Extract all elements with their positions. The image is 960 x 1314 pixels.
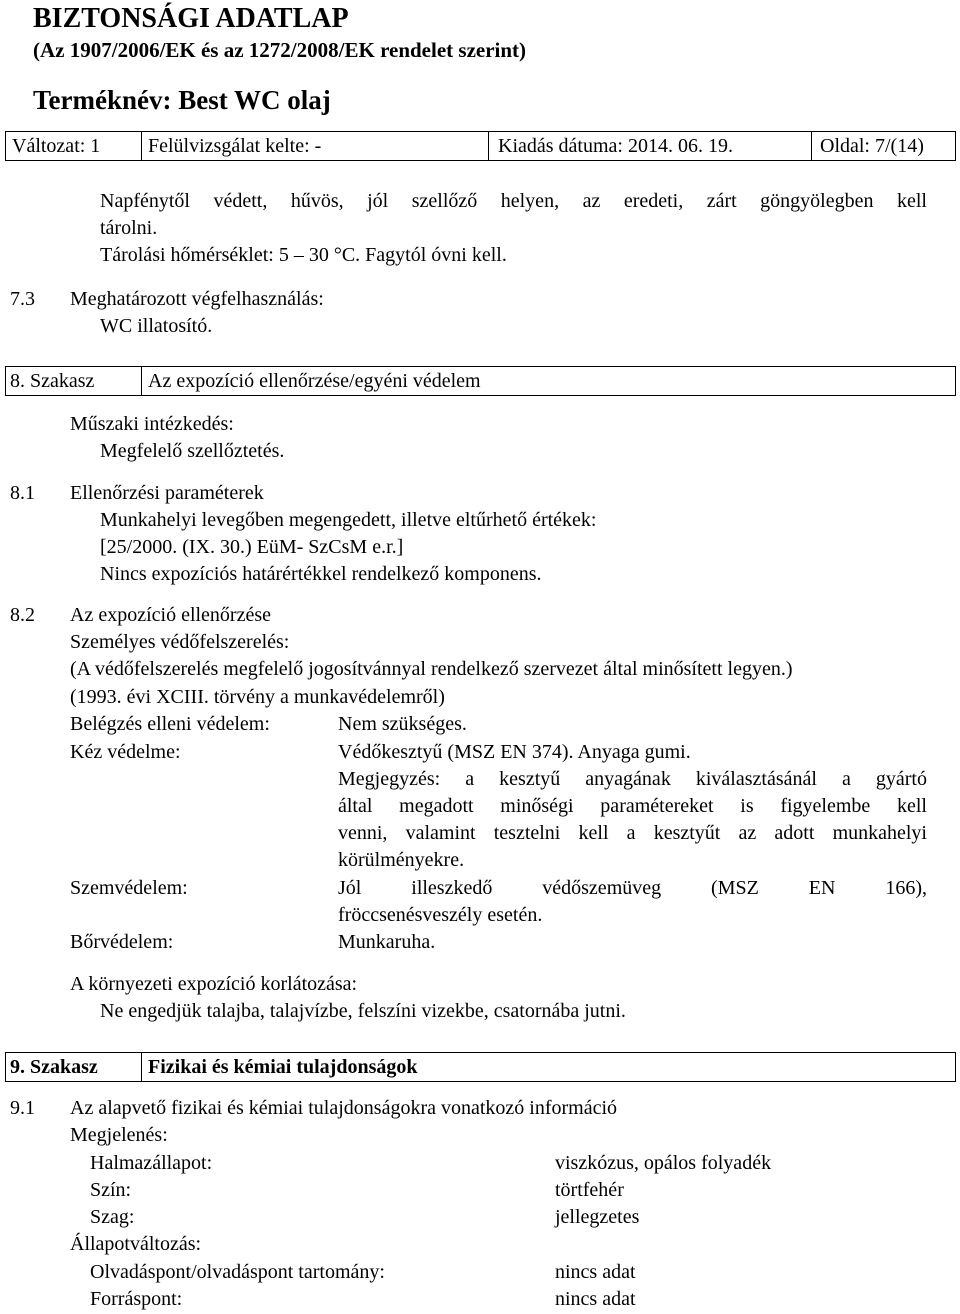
eye-protection-label: Szemvédelem: [70, 877, 188, 899]
info-bar-divider [811, 131, 812, 161]
subsection-9-1-title: Az alapvető fizikai és kémiai tulajdonságokra vonatkozó információ [70, 1097, 618, 1119]
hand-protection-note-line2: által megadott minőségi paramétereket is figyelembe kell [338, 795, 927, 817]
subsection-8-2-number: 8.2 [10, 604, 35, 626]
property-label-physical-state: Halmazállapot: [90, 1152, 213, 1174]
ppe-note-line2: (1993. évi XCIII. törvény a munkavédelemről) [70, 686, 445, 708]
property-value-physical-state: viszkózus, opálos folyadék [555, 1152, 772, 1174]
section-8-number: 8. Szakasz [10, 370, 95, 392]
hand-protection-value: Védőkesztyű (MSZ EN 374). Anyaga gumi. [338, 741, 691, 763]
property-label-color: Szín: [90, 1179, 132, 1201]
storage-temperature: Tárolási hőmérséklet: 5 – 30 °C. Fagytól óvni kell. [100, 244, 507, 266]
info-bar-divider [141, 131, 142, 161]
ppe-note-line1: (A védőfelszerelés megfelelő jogosítvánnyal rendelkező szervezet által minősített legyen.) [70, 658, 793, 680]
property-value-boiling-point: nincs adat [555, 1288, 636, 1310]
document-title: BIZTONSÁGI ADATLAP [33, 3, 349, 34]
section-9-title: Fizikai és kémiai tulajdonságok [148, 1056, 418, 1078]
subsection-8-2-title: Az expozíció ellenőrzése [70, 604, 272, 626]
info-bar-divider [488, 131, 489, 161]
property-value-color: törtfehér [555, 1179, 624, 1201]
hand-protection-label: Kéz védelme: [70, 741, 181, 763]
section-8-title: Az expozíció ellenőrzése/egyéni védelem [148, 370, 481, 392]
property-label-boiling-point: Forráspont: [90, 1288, 183, 1310]
subsection-8-1-title: Ellenőrzési paraméterek [70, 482, 264, 504]
section-header-divider [141, 1052, 142, 1082]
eye-protection-value-line2: fröccsenésveszély esetén. [338, 904, 543, 926]
state-change-label: Állapotváltozás: [70, 1233, 202, 1255]
end-use-value: WC illatosító. [100, 315, 213, 337]
respiratory-protection-label: Belégzés elleni védelem: [70, 713, 270, 735]
regulation-reference: [25/2000. (IX. 30.) EüM- SzCsM e.r.] [100, 536, 404, 558]
subsection-8-1-number: 8.1 [10, 482, 35, 504]
skin-protection-label: Bőrvédelem: [70, 931, 174, 953]
no-limit-components: Nincs expozíciós határértékkel rendelkező komponens. [100, 563, 542, 585]
storage-text-line1: Napfénytől védett, hűvös, jól szellőző helyen, az eredeti, zárt göngyölegben kell [100, 190, 927, 212]
property-value-odor: jellegzetes [555, 1206, 640, 1228]
subsection-7-3-title: Meghatározott végfelhasználás: [70, 288, 324, 310]
property-label-odor: Szag: [90, 1206, 135, 1228]
environmental-exposure-value: Ne engedjük talajba, talajvízbe, felszíni vizekbe, csatornába jutni. [100, 1000, 626, 1022]
eye-protection-value-line1: Jól illeszkedő védőszemüveg (MSZ EN 166), [338, 877, 927, 899]
skin-protection-value: Munkaruha. [338, 931, 436, 953]
storage-text-line2: tárolni. [100, 217, 158, 239]
section-9-number: 9. Szakasz [10, 1056, 98, 1078]
page-number: Oldal: 7/(14) [820, 135, 924, 157]
version: Változat: 1 [12, 135, 101, 157]
respiratory-protection-value: Nem szükséges. [338, 713, 467, 735]
ppe-label: Személyes védőfelszerelés: [70, 631, 290, 653]
property-value-melting-point: nincs adat [555, 1261, 636, 1283]
hand-protection-note-line1: Megjegyzés: a kesztyű anyagának kiválasztásánál a gyártó [338, 768, 927, 790]
document-subtitle: (Az 1907/2006/EK és az 1272/2008/EK rendelet szerint) [33, 38, 527, 62]
hand-protection-note-line3: venni, valamint tesztelni kell a kesztyűt az adott munkahelyi [338, 822, 927, 844]
section-header-divider [141, 366, 142, 396]
product-name: Terméknév: Best WC olaj [33, 85, 331, 115]
revision-date: Felülvizsgálat kelte: - [148, 135, 322, 157]
appearance-label: Megjelenés: [70, 1124, 168, 1146]
hand-protection-note-line4: körülményekre. [338, 849, 465, 871]
subsection-9-1-number: 9.1 [10, 1097, 35, 1119]
technical-measures-value: Megfelelő szellőztetés. [100, 440, 285, 462]
technical-measures-label: Műszaki intézkedés: [70, 413, 234, 435]
exposure-limits-text: Munkahelyi levegőben megengedett, illetve eltűrhető értékek: [100, 509, 597, 531]
issue-date: Kiadás dátuma: 2014. 06. 19. [498, 135, 733, 157]
property-label-melting-point: Olvadáspont/olvadáspont tartomány: [90, 1261, 385, 1283]
environmental-exposure-label: A környezeti expozíció korlátozása: [70, 973, 358, 995]
subsection-7-3-number: 7.3 [10, 288, 35, 310]
